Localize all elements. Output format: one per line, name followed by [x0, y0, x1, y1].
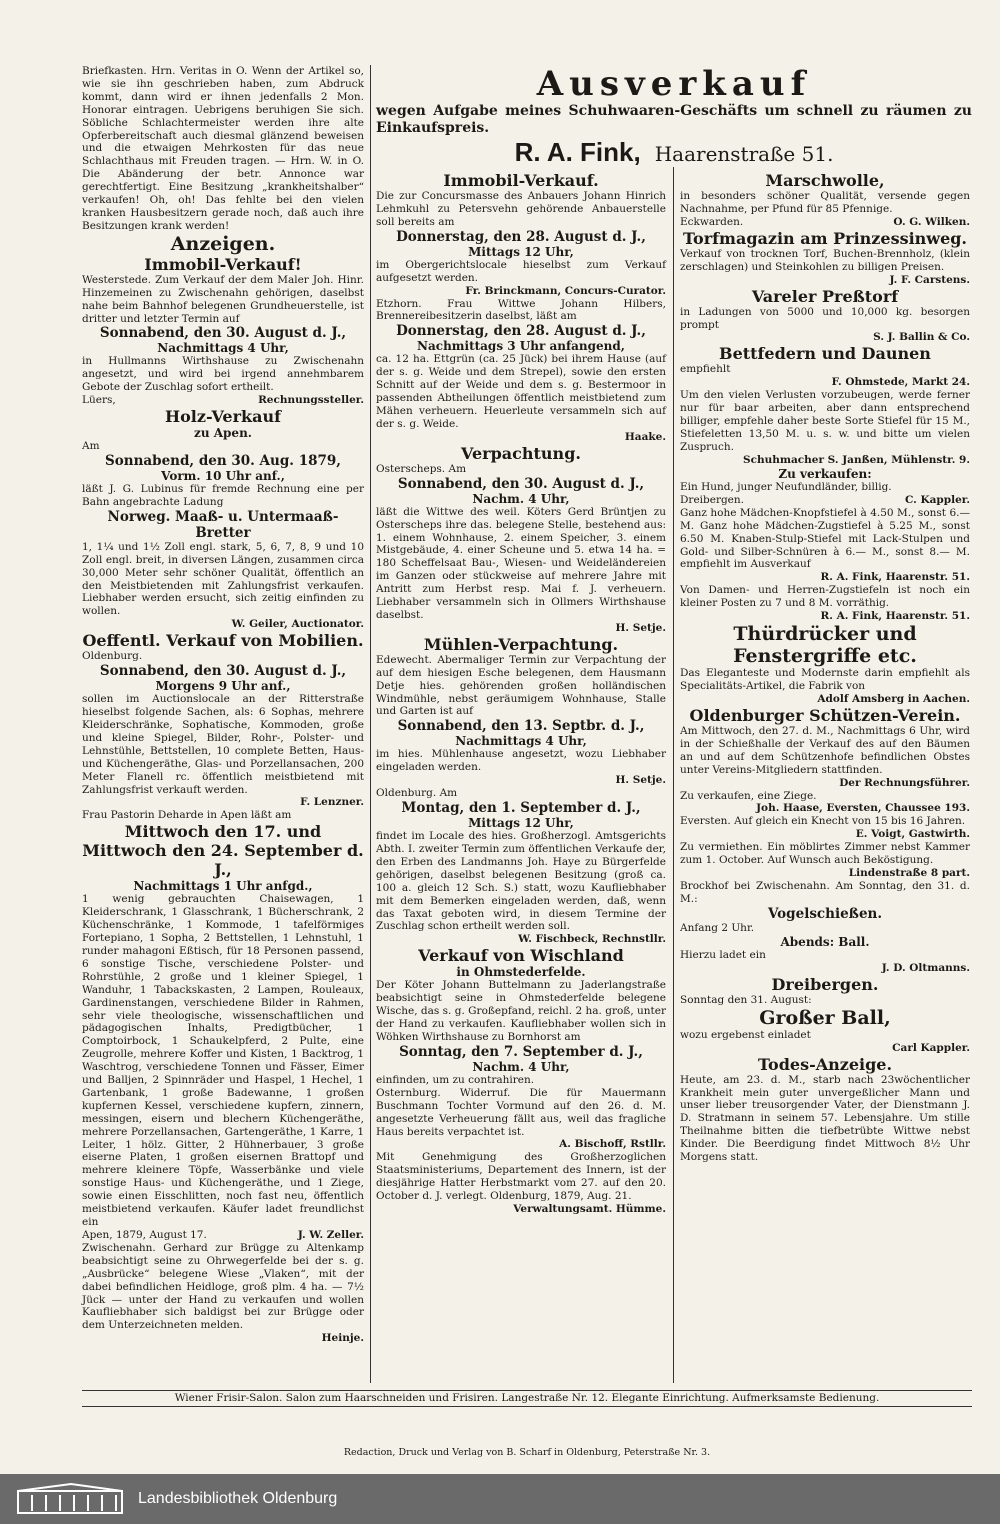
ad-signature-line: [376, 774, 666, 787]
ad-body: in Hullmanns Wirthshause zu Zwischenahn angesetzt, und wird bei irgend annehmbarem Gebote der Zuschlag sofort ertheilt.: [82, 355, 364, 394]
ad-body: findet im Locale des hies. Großherzogl. Amtsgerichts Abth. I. zweiter Termin zum öffentlichen Verkaufe der, den Erben des Landmanns Joh. Haye zu Bürgerfelde gehörigen, daselbst belegenen Besitzung (groß ca. 100 a. gleich 12 Sch. S.) statt, wozu Kaufliebhaber mit dem Bemerken eingeladen werden, daß, wenn das Taxat geboten wird, in diesem Termine der Zuschlag schon ertheilt werden soll.: [376, 830, 666, 933]
salon-footer: [82, 1390, 972, 1407]
item-27: [376, 1060, 666, 1074]
item-22: [680, 935, 970, 949]
ad-body: Von Damen- und Herren-Zugstiefeln ist noch ein kleiner Posten zu 7 und 8 M. vorräthig.: [680, 584, 970, 610]
item-4: [680, 306, 970, 345]
ad-body: Zu vermiethen. Ein möblirtes Zimmer nebst Kammer zum 1. October. Auf Wunsch auch Beköstigung.: [680, 841, 970, 867]
ad-signature: Haake.: [624, 430, 666, 443]
ad-body: Zwischenahn. Gerhard zur Brügge zu Altenkamp beabsichtigt seine zu Ohrwegerfelde bei der s. g. „Ausbrücke“ belegene Wiese „Vlaken“, mit der dabei befindlichen Heidloge, groß plm. 4 ha. — 7½ Jück — unter der Hand zu verkaufen und wollen Kaufliebhaber sich baldigst bei zur Brügge oder dem Unterzeichneten melden.: [82, 1241, 364, 1332]
ad-signature-line: [680, 828, 970, 841]
item-16: [376, 718, 666, 734]
ausverkauf-title: Ausverkauf: [536, 64, 812, 104]
item-17: [376, 734, 666, 748]
ad-time: Nachm. 4 Uhr,: [472, 1059, 570, 1074]
item-26: [680, 1007, 970, 1029]
item-4: [376, 259, 666, 298]
ad-signature-line: [680, 610, 970, 623]
ad-signature: Heinje.: [321, 1332, 364, 1345]
ad-signature-line: [680, 494, 970, 507]
ad-time: zu Apen.: [194, 426, 252, 441]
ad-signature-line: [82, 796, 364, 809]
ad-signature: J. D. Oltmanns.: [881, 961, 970, 974]
ad-signature: F. Ohmstede, Markt 24.: [831, 376, 970, 389]
item-29: [680, 1074, 970, 1164]
ad-title: Marschwolle,: [765, 171, 885, 190]
ad-date: Vogelschießen.: [767, 906, 883, 922]
item-27: [680, 1029, 970, 1055]
item-12: [376, 492, 666, 506]
ad-signature: O. G. Wilken.: [893, 215, 970, 228]
ad-signature: Adolf Amsberg in Aachen.: [817, 692, 970, 705]
ad-date: Sonnabend, den 30. Aug. 1879,: [105, 453, 341, 470]
ad-time: Zu verkaufen:: [778, 466, 872, 481]
ad-time: Morgens 9 Uhr anf.,: [155, 679, 291, 694]
item-8: [82, 426, 364, 440]
item-18: [680, 841, 970, 880]
ad-signature: R. A. Fink, Haarenstr. 51.: [820, 610, 970, 623]
ad-signature-line: [680, 802, 970, 815]
item-3: [82, 274, 364, 326]
ad-title: Immobil-Verkauf!: [144, 254, 302, 274]
ad-date: Sonnabend, den 13. Septbr. d. J.,: [397, 718, 645, 735]
item-14: [376, 635, 666, 654]
ad-heading: Anzeigen.: [170, 232, 276, 255]
ad-time: Nachm. 4 Uhr,: [472, 491, 570, 506]
item-21: [680, 922, 970, 935]
item-29: [376, 1087, 666, 1152]
ad-body: Osternburg. Widerruf. Die für Mauermann Buschmann Tochter Vormund auf den 26. d. M. angesetzte Verheuerung fällt aus, weil das fragliche Haus bereits verpachtet ist.: [376, 1086, 666, 1138]
item-24: [680, 975, 970, 994]
item-11: [680, 584, 970, 623]
ad-body: Ganz hohe Mädchen-Knopfstiefel à 4.50 M., sonst 6.— M. Ganz hohe Mädchen-Zugstiefel à 5.25 M., sonst 6.50 M. Knaben-Stulp-Stiefel mit Lack-Stulpen und Gold- und Silber-Schnüren à 6.— M., sonst 8.— M. empfiehlt im Ausverkauf: [680, 506, 970, 571]
ad-signature: Carl Kappler.: [892, 1041, 970, 1054]
item-28: [376, 1074, 666, 1087]
ausverkauf-firm-line: [376, 137, 972, 167]
item-17: [680, 815, 970, 841]
item-19: [680, 880, 970, 906]
item-11: [376, 476, 666, 492]
ad-body: empfiehlt: [680, 363, 731, 376]
ad-date: Sonnabend, den 30. August d. J.,: [99, 325, 347, 342]
item-22: [82, 879, 364, 893]
ad-body: Mit Genehmigung des Großherzoglichen Staatsministeriums, Departement des Innern, ist der diesjährige Hatter Herbstmarkt vom 27. auf den 20. October d. J. verlegt. Oldenburg, 1879, Aug. 21.: [376, 1151, 666, 1203]
item-10: [680, 507, 970, 585]
ad-signature-line: [680, 1042, 970, 1055]
ad-time: Nachmittags 4 Uhr,: [157, 341, 289, 356]
ad-signature: Schuhmacher S. Janßen, Mühlenstr. 9.: [742, 453, 970, 466]
ad-signature-line: [376, 285, 666, 298]
ad-heading: Thürdrücker und Fenstergriffe etc.: [733, 623, 917, 668]
item-7: [680, 389, 970, 467]
ausverkauf-address: Haarenstraße 51.: [654, 142, 834, 166]
item-15: [376, 654, 666, 719]
ad-signature-line: [680, 693, 970, 706]
ad-body: einfinden, um zu contrahiren.: [376, 1073, 535, 1086]
ad-signature: J. W. Zeller.: [297, 1228, 364, 1241]
newspaper-page: [60, 55, 978, 1458]
item-24: [82, 1242, 364, 1345]
ad-signature-line: [680, 376, 970, 389]
ad-title: Torfmagazin am Prinzessinweg.: [682, 228, 967, 248]
ad-heading: Großer Ball,: [759, 1006, 891, 1029]
ad-body: in besonders schöner Qualität, versende gegen Nachnahme, per Pfund für 85 Pfennige.: [680, 190, 970, 215]
ad-body: Die zur Concursmasse des Anbauers Johann Hinrich Lehmkuhl zu Petersvehn gehörende Anbauerstelle soll bereits am: [376, 190, 666, 228]
ad-signature-line: [376, 933, 666, 946]
ad-signature: R. A. Fink, Haarenstr. 51.: [820, 571, 970, 584]
ad-place: Eckwarden.: [680, 215, 744, 228]
ad-body: 1, 1¼ und 1½ Zoll engl. stark, 5, 6, 7, 8, 9 und 10 Zoll engl. breit, in diversen Längen, zusammen circa 30,000 Meter sehr schöner Qualität, öffentlich an den Meistbietenden mit Zahlungsfrist verkaufen. Liebhaber werden ersucht, sich zeitig einfinden zu wollen.: [82, 540, 364, 618]
ad-body: Heute, am 23. d. M., starb nach 23wöchentlicher Krankheit mein guter unvergeßlicher Mann und unser lieber treusorgender Vater, der Dienstmann J. D. Stratmann in seinem 57. Lebensjahre. Um stille Theilnahme bitten die tiefbetrübte Wittwe nebst Kinder. Die Beerdigung findet Mittwoch 8½ Uhr Morgens statt.: [680, 1073, 970, 1164]
column-1: [82, 65, 364, 1345]
ad-signature: F. Lenzner.: [300, 796, 364, 809]
ad-body: Am Mittwoch, den 27. d. M., Nachmittags 6 Uhr, wird in der Schießhalle der Verkauf des auf den Bäumen an und auf dem Schützenhofe befindlichen Obstes unter Vereins-Mitgliedern stattfinden.: [680, 724, 970, 776]
ad-body: Edewecht. Abermaliger Termin zur Verpachtung der auf dem hiesigen Esche belegenen, dem Hausmann Detje hies. gehörenden großen holländischen Windmühle, nebst geräumigem Wohnhause, Stalle und Garten ist auf: [376, 653, 666, 718]
item-12: [680, 623, 970, 667]
item-23: [680, 949, 970, 975]
ad-signature-line: [376, 1138, 666, 1151]
ad-title: Todes-Anzeige.: [757, 1054, 893, 1074]
column-2: [376, 171, 666, 1216]
ad-time: Nachmittags 1 Uhr anfgd.,: [133, 879, 313, 894]
item-23: [82, 893, 364, 1242]
ad-signature: Joh. Haase, Eversten, Chaussee 193.: [756, 802, 970, 815]
ad-signature: Fr. Brinckmann, Concurs-Curator.: [465, 284, 666, 297]
item-9: [680, 481, 970, 507]
ad-body: Oldenburg.: [82, 650, 143, 663]
ad-title: Oldenburger Schützen-Verein.: [689, 705, 961, 725]
ad-signature: Lindenstraße 8 part.: [848, 867, 970, 880]
ad-body: Oldenburg. Am: [376, 787, 458, 800]
ad-title: Immobil-Verkauf.: [443, 171, 599, 190]
ad-signature: W. Fischbeck, Rechnstllr.: [518, 933, 666, 946]
ad-date: Montag, den 1. September d. J.,: [401, 800, 641, 817]
item-3: [376, 245, 666, 259]
item-26: [376, 1044, 666, 1060]
item-3: [680, 287, 970, 306]
ad-place: Dreibergen.: [680, 493, 744, 506]
ad-signature-line: [376, 1203, 666, 1216]
ad-body: Um den vielen Verlusten vorzubeugen, werde ferner nur für baar arbeiten, aber dann entsprechend billiger, empfehle daher beste Sorte Stiefel für 15 M., Stiefeletten 13,50 M. u. s. w. und bitte um vielen Zuspruch.: [680, 389, 970, 453]
item-8: [680, 467, 970, 481]
ad-signature-line: [680, 454, 970, 467]
ad-title: Dreibergen.: [771, 974, 879, 994]
ad-body: wozu ergebenst einladet: [680, 1028, 811, 1041]
ad-signature-line: [680, 867, 970, 880]
item-25: [376, 979, 666, 1044]
item-22: [376, 830, 666, 946]
imprint: Redaction, Druck und Verlag von B. Scharf in Oldenburg, Peterstraße Nr. 3.: [343, 1447, 711, 1458]
item-0: [82, 65, 364, 233]
item-6: [376, 323, 666, 339]
item-21: [82, 822, 364, 879]
item-2: [376, 229, 666, 245]
ad-body: läßt die Wittwe des weil. Köters Gerd Brüntjen zu Osterscheps ihre das. belegene Stelle, bestehend aus: 1. einem Wohnhause, 2. einem Speicher, 3. einem Mistgebäude, 4. einer Scheune und 5. etwa 14 ha. = 180 Scheffelsaat Bau-, Wiesen- und Weideländereien im Ganzen oder stückweise auf mehrere Jahre mit Antritt zum Herbst resp. Mai f. J. verheuern. Liebhaber versammeln sich in Ollmers Wirthshause daselbst.: [376, 505, 666, 621]
ad-date: Donnerstag, den 28. August d. J.,: [396, 323, 646, 340]
ausverkauf-ad: [376, 65, 972, 167]
item-20: [82, 809, 364, 822]
ad-signature-line: [376, 622, 666, 635]
ad-body: Das Eleganteste und Modernste darin empfiehlt als Specialitäts-Artikel, die Fabrik von: [680, 667, 970, 693]
ad-signature: Der Rechnungsführer.: [839, 776, 970, 789]
item-4: [82, 325, 364, 341]
item-2: [680, 248, 970, 287]
ad-body: Eversten. Auf gleich ein Knecht von 15 bis 16 Jahren.: [680, 815, 966, 828]
ad-date: Sonnabend, den 30. August d. J.,: [99, 663, 347, 680]
ausverkauf-firm: R. A. Fink,: [514, 137, 641, 167]
ad-signature: J. F. Carstens.: [889, 273, 970, 286]
ad-time: in Ohmstederfelde.: [456, 965, 586, 980]
item-5: [376, 298, 666, 324]
ad-signature-line: [376, 431, 666, 444]
ad-title: Verkauf von Wischland: [418, 946, 624, 966]
ad-body: ca. 12 ha. Ettgrün (ca. 25 Jück) bei ihrem Hause (auf der s. g. Weide und dem Strepel), sowie den ersten Schnitt auf der Weide und dem s. g. Bestermoor in passenden Abtheilungen öffentlich meistbietend zum Mähen verheuern. Heuerleute versammeln sich auf der s. g. Weide.: [376, 353, 666, 430]
ad-body: Etzhorn. Frau Wittwe Johann Hilbers, Brennereibesitzerin daselbst, läßt am: [376, 297, 666, 323]
ad-date: Sonnabend, den 30. August d. J.,: [397, 475, 645, 492]
ad-signature: S. J. Ballin & Co.: [873, 331, 970, 344]
item-12: [82, 483, 364, 509]
item-15: [680, 725, 970, 790]
ad-signature: Rechnungssteller.: [258, 394, 364, 407]
item-16: [680, 790, 970, 816]
ad-signature: H. Setje.: [615, 774, 666, 787]
ad-body: Sonntag den 31. August:: [680, 993, 812, 1006]
ad-signature-line: [680, 571, 970, 584]
ad-signature: Verwaltungsamt. Hümme.: [513, 1203, 666, 1216]
ad-signature-line: [82, 1332, 364, 1345]
item-17: [82, 663, 364, 679]
ad-time: Vorm. 10 Uhr anf.,: [161, 469, 285, 484]
item-11: [82, 469, 364, 483]
item-19: [82, 693, 364, 809]
item-5: [680, 344, 970, 363]
item-6: [82, 355, 364, 407]
ad-signature-line: [680, 331, 970, 344]
item-10: [82, 453, 364, 469]
ad-time: Mittags 12 Uhr,: [468, 244, 574, 259]
ad-body: Westerstede. Zum Verkauf der dem Maler Joh. Hinr. Hinzemeinen zu Zwischenahn gehörigen, daselbst nahe beim Bahnhof belegenen Grundheuerstelle, ist dritter und letzter Termin auf: [82, 273, 364, 325]
item-0: [376, 171, 666, 190]
salon-text: Wiener Frisir-Salon. Salon zum Haarschneiden und Frisiren. Langestraße Nr. 12. Elegante Einrichtung. Aufmerksamste Bedienung.: [174, 1392, 880, 1404]
item-5: [82, 341, 364, 355]
item-19: [376, 787, 666, 800]
ad-signature-line: [82, 394, 364, 407]
item-21: [376, 816, 666, 830]
ad-title: Holz-Verkauf: [165, 407, 281, 427]
item-23: [376, 946, 666, 965]
column-rule-1: [370, 65, 371, 1383]
ad-body: in Ladungen von 5000 und 10,000 kg. besorgen prompt: [680, 305, 970, 331]
ad-time: Abends: Ball.: [780, 934, 870, 949]
ad-body: Zu verkaufen, eine Ziege.: [680, 789, 817, 802]
ad-body: Am: [82, 440, 100, 453]
ad-body: Brockhof bei Zwischenahn. Am Sonntag, den 31. d. M.:: [680, 880, 970, 906]
item-20: [376, 800, 666, 816]
item-18: [82, 679, 364, 693]
item-15: [82, 631, 364, 650]
library-building-icon: [16, 1483, 126, 1515]
item-10: [376, 463, 666, 476]
item-2: [82, 255, 364, 274]
item-18: [376, 748, 666, 787]
ad-body: im hies. Mühlenhause angesetzt, wozu Liebhaber eingeladen werden.: [376, 748, 666, 774]
ad-signature: A. Bischoff, Rstllr.: [559, 1138, 666, 1151]
item-13: [680, 667, 970, 706]
ad-date: Donnerstag, den 28. August d. J.,: [396, 228, 646, 245]
column-rule-2: [673, 167, 674, 1383]
item-14: [680, 706, 970, 725]
item-1: [680, 229, 970, 248]
ad-signature-line: [82, 618, 364, 631]
ad-title: Mühlen-Verpachtung.: [423, 634, 619, 654]
ad-signature: H. Setje.: [615, 621, 666, 634]
column-3: [680, 171, 970, 1164]
item-20: [680, 906, 970, 922]
item-9: [82, 440, 364, 453]
ad-body: 1 wenig gebrauchten Chaisewagen, 1 Kleiderschrank, 1 Glasschrank, 1 Bücherschrank, 2 Küchenschränke, 1 Kommode, 1 tafelförmiges Fortepiano, 1 Sopha, 2 Bettstellen, 1 Lehnstuhl, 1 runder mahagoni Eßtisch, für 18 Personen passend, 6 sonstige Tische, verschiedene Polster- und Rohrstühle, 2 große und 1 kleiner Spiegel, 1 Wanduhr, 1 Tabackskasten, 2 Lampen, Rouleaux, Gardinenstangen, verschiedene Bilder in Rahmen, sehr viele theologische, wissenschaftlichen und pädagogischen Inhalts, Predigtbücher, 1 Comptoirbock, 1 Schaukelpferd, 2 Pulte, eine Zeugrolle, mehrere Koffer und Kisten, 1 Backtrog, 1 Waschtrog, verschiedene Tonnen und Fässer, Eimer und Balljen, 2 Spinnräder und Haspel, 1 Hechel, 1 Gartenbank, 1 große Badewanne, 1 großen kupfernen Kessel, verschiedene kupfern, zinnern, messingen, eisern und blechern Küchengeräthe, mehrere Porzellansachen, Gartengeräthe, 1 Karre, 1 Leiter, 1 hölz. Gitter, 2 Hühnerbauer, 3 große eiserne Platen, 1 großen eisernen Brattopf und mehrere kleinere Töpfe, Wasserbänke und viele sonstige Haus- und Küchengeräthe, und 1 Ziege, sowie einen Eisschlitten, noch fast neu, öffentlich meistbietend verkaufen. Käufer ladet freundlichst ein: [82, 893, 364, 1228]
item-1: [376, 190, 666, 229]
item-9: [376, 444, 666, 463]
item-0: [680, 171, 970, 229]
ad-signature: C. Kappler.: [905, 493, 970, 506]
item-13: [82, 509, 364, 541]
ad-body: Briefkasten. Hrn. Veritas in O. Wenn der Artikel so, wie sie ihn geschrieben haben, zum Abdruck kommt, dann wird er ihnen jedenfalls 2 Mon. Honorar eintragen. Uebrigens beruhigen Sie sich. Söbliche Schlachtermeister werden ihre alte Opferbereitschaft auch diesmal glänzend beweisen und die etwaigen Mehrkosten für das neue Schlachthaus mit Freuden tragen. — Hrn. W. in O. Die Abänderung der betr. Annonce war gerechtfertigt. Eine Besitzung „krankheitshalber“ verkaufen! Oh, oh! Das fehlte bei den vielen kranken Hausbesitzern gerade noch, daß auch ihre Besitzungen krank werden!: [82, 65, 364, 232]
ad-title: Vareler Preßtorf: [751, 286, 899, 306]
ad-signature-line: [680, 274, 970, 287]
item-13: [376, 506, 666, 635]
ad-signature-line: [82, 1229, 364, 1242]
item-30: [376, 1151, 666, 1216]
item-1: [82, 233, 364, 255]
ad-body: im Obergerichtslocale hieselbst zum Verkauf aufgesetzt werden.: [376, 258, 666, 284]
ad-signature: E. Voigt, Gastwirth.: [855, 828, 970, 841]
ad-title: Verpachtung.: [461, 443, 581, 463]
ad-signature-line: [680, 962, 970, 975]
item-25: [680, 994, 970, 1007]
ad-date: Sonntag, den 7. September d. J.,: [399, 1043, 643, 1060]
ad-title: Oeffentl. Verkauf von Mobilien.: [82, 631, 364, 651]
ad-body: Verkauf von trocknen Torf, Buchen-Brennholz, (klein zerschlagen) und Steinkohlen zu billigen Preisen.: [680, 247, 970, 273]
ad-time: Nachmittags 4 Uhr,: [455, 734, 587, 749]
item-16: [82, 650, 364, 663]
ad-body: Frau Pastorin Deharde in Apen läßt am: [82, 809, 292, 822]
ad-place: Lüers,: [82, 394, 116, 407]
ad-signature-line: [680, 216, 970, 229]
ad-place: Apen, 1879, August 17.: [82, 1228, 207, 1241]
item-6: [680, 363, 970, 389]
ad-title: Mittwoch den 17. und Mittwoch den 24. September d. J.,: [82, 822, 364, 880]
ad-body: Osterscheps. Am: [376, 462, 467, 475]
ad-time: Nachmittags 3 Uhr anfangend,: [417, 339, 625, 354]
ad-body: Ein Hund, junger Neufundländer, billig.: [680, 480, 892, 493]
ad-body: läßt J. G. Lubinus für fremde Rechnung eine per Bahn angebrachte Ladung: [82, 483, 364, 508]
item-7: [82, 407, 364, 426]
library-bar: [0, 1474, 1000, 1524]
item-8: [376, 353, 666, 443]
ad-body: Hierzu ladet ein: [680, 948, 766, 961]
ad-body: Anfang 2 Uhr.: [680, 922, 755, 934]
ad-signature-line: [680, 777, 970, 790]
ad-date: Norweg. Maaß- u. Untermaaß-Bretter: [107, 508, 339, 541]
ad-body: sollen im Auctionslocale an der Ritterstraße hieselbst folgende Sachen, als: 6 Sophas, mehrere Kleiderschränke, Sophatische, Kommoden, große und kleine Spiegel, Bilder, Rohr-, Polster- und Lehnstühle, Bettstellen, 10 complete Betten, Haus- und Küchengeräthe, Glas- und Porzellansachen, 200 Meter Flanell rc. öffentlich meistbietend mit Zahlungsfrist verkauft werden.: [82, 693, 364, 796]
ad-time: Mittags 12 Uhr,: [468, 816, 574, 831]
ad-body: Der Köter Johann Buttelmann zu Jaderlangstraße beabsichtigt seine in Ohmstederfelde belegene Wische, das s. g. Großepfand, reichl. 2 ha. groß, unter der Hand zu verkaufen. Kaufliebhaber wollen sich in Wöhken Wirthshause zu Bornhorst am: [376, 979, 666, 1043]
ad-signature: W. Geiler, Auctionator.: [231, 618, 364, 631]
item-14: [82, 541, 364, 631]
library-name: Landesbibliothek Oldenburg: [138, 1490, 338, 1507]
ausverkauf-text: wegen Aufgabe meines Schuhwaaren-Geschäfts um schnell zu räumen zu Einkaufspreis.: [376, 103, 972, 136]
item-24: [376, 965, 666, 979]
ad-title: Bettfedern und Daunen: [719, 344, 931, 364]
item-28: [680, 1055, 970, 1074]
item-7: [376, 339, 666, 353]
